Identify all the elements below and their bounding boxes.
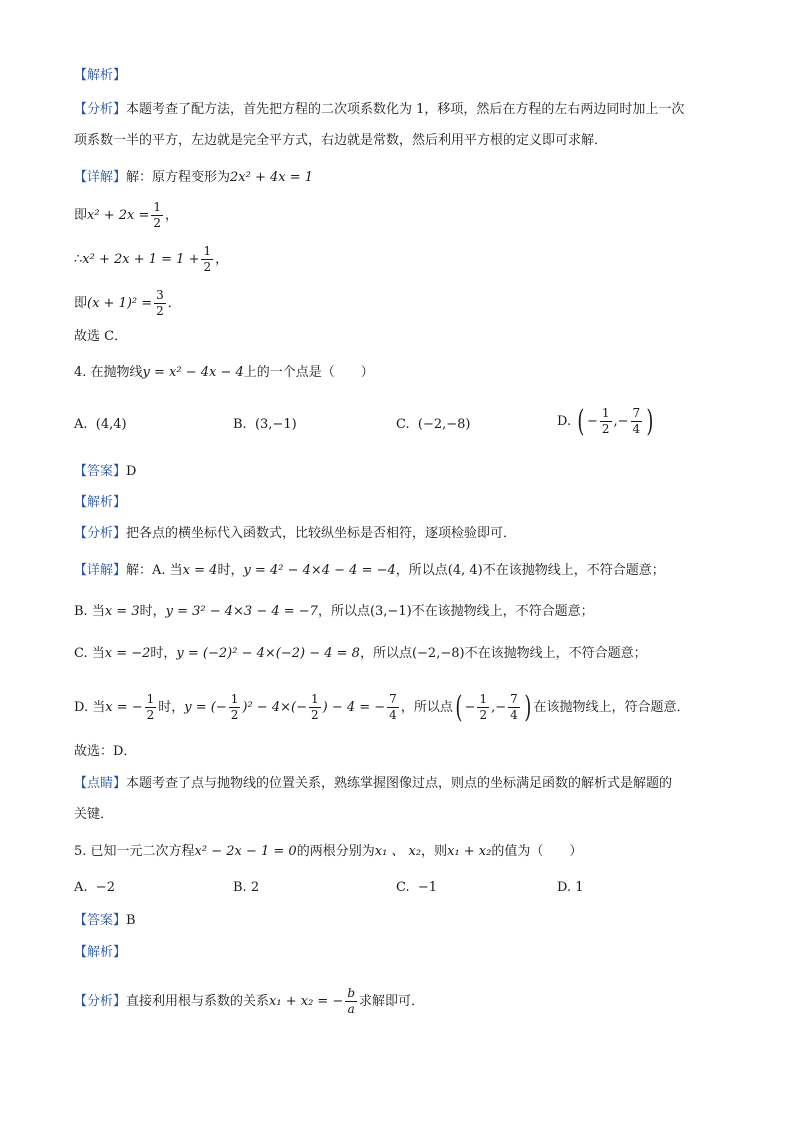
fraction: [201, 244, 213, 275]
answer-tag: 【答案】: [74, 464, 127, 479]
text: ，所以点: [359, 646, 412, 661]
q4-option-c: [396, 415, 471, 435]
text: 时，: [150, 646, 177, 661]
text: D. 当: [74, 700, 106, 715]
text: B. 当: [74, 604, 105, 619]
question-4-stem: [74, 363, 374, 383]
option-letter: C.: [396, 880, 410, 895]
option-value: (−2,−8): [417, 417, 471, 432]
question-5-stem: [74, 842, 582, 862]
fraction-numerator: 1: [153, 200, 161, 214]
text: 不在该抛物线上，不符合题意；: [411, 604, 594, 619]
option-value: −2: [95, 880, 115, 895]
text: 不在该抛物线上，不符合题意；: [464, 646, 647, 661]
equation: y = x² − 4x − 4: [142, 365, 244, 380]
q4-answer: [74, 462, 136, 482]
paren-left: (: [577, 403, 585, 439]
step-1: [74, 200, 178, 231]
fenxi-tag: 【分析】: [74, 994, 127, 1009]
jiexi-heading-2: 【解析】: [74, 495, 127, 510]
text: 解：A. 当: [126, 563, 183, 578]
equation: x₁ 、 x₂: [374, 844, 422, 859]
fraction-denominator: 4: [389, 708, 397, 722]
text: 在该抛物线上，符合题意．: [533, 700, 690, 715]
equation: y = 4² − 4×4 − 4 = −4: [243, 563, 396, 578]
fraction-numerator: 1: [146, 692, 155, 706]
fenxi-paragraph-1: [74, 100, 684, 120]
punctuation: ，: [164, 208, 178, 223]
paren-right: ): [646, 403, 654, 439]
q5-option-d: [557, 878, 584, 898]
step-2: [74, 244, 228, 275]
q5-fenxi: [74, 986, 424, 1017]
stem-prefix: 4. 在抛物线: [74, 365, 143, 380]
fenxi-text-line2: 项系数一半的平方，左边就是完全平方式，右边就是常数，然后利用平方根的定义即可求解．: [74, 133, 608, 148]
equation: )² − 4×(−: [242, 700, 307, 715]
paren-left: (: [455, 689, 463, 725]
equation: x₁ + x₂ = −: [269, 994, 344, 1009]
text: 时，: [217, 563, 244, 578]
point: (3,−1): [369, 604, 412, 619]
fraction: [508, 692, 520, 723]
fenxi-tag: 【分析】: [74, 102, 127, 117]
fraction: [229, 692, 241, 723]
q4-option-a: [74, 415, 127, 435]
paren-right: ): [524, 689, 532, 725]
fenxi-tag: 【分析】: [74, 526, 127, 541]
fraction-denominator: 2: [146, 708, 155, 722]
text: 时，: [158, 700, 185, 715]
fraction-numerator: 7: [510, 692, 518, 706]
fraction: [145, 692, 157, 723]
text: ，所以点: [400, 700, 453, 715]
equation: (x + 1)² =: [87, 296, 153, 311]
jiexi-heading-3: 【解析】: [74, 945, 127, 960]
fraction: [600, 406, 612, 437]
text: 不在该抛物线上，不符合题意；: [482, 563, 665, 578]
option-value: (4,4): [95, 417, 127, 432]
option-value: 1: [575, 880, 584, 895]
step-prefix: 即: [74, 208, 88, 223]
q4-option-d: D. ( − $\frac{1}{2}$ ,− $\frac{7}{4}$ ): [557, 403, 654, 439]
fraction-numerator: 7: [632, 406, 641, 420]
q4-choose: 故选：D．: [74, 744, 137, 759]
xiangjie-tag: 【详解】: [74, 563, 127, 578]
equation: y = 3² − 4×3 − 4 = −7: [165, 604, 318, 619]
answer-value: D: [126, 464, 137, 479]
q4-detail-b: [74, 602, 594, 622]
fraction-numerator: b: [347, 986, 356, 1000]
fraction-denominator: 2: [153, 216, 161, 230]
equation: x = 4: [182, 563, 218, 578]
text: 求解即可．: [359, 994, 425, 1009]
option-value: −1: [417, 880, 438, 895]
xiangjie-paragraph-1: [74, 168, 313, 188]
fraction-numerator: 7: [389, 692, 397, 706]
xiangjie-lead: 解：原方程变形为: [126, 170, 231, 185]
step-prefix: 即: [74, 296, 88, 311]
fraction-numerator: 1: [310, 692, 319, 706]
text: 直接利用根与系数的关系: [126, 994, 270, 1009]
q4-detail-a: [74, 561, 665, 581]
fraction: [309, 692, 321, 723]
option-letter: D.: [557, 880, 572, 895]
step-3: [74, 288, 181, 319]
equation: 2x² + 4x = 1: [230, 170, 314, 185]
punctuation: ，: [215, 252, 229, 267]
fraction: [154, 288, 166, 319]
equation: x² − 2x − 1 = 0: [194, 844, 297, 859]
fraction-denominator: 2: [230, 708, 239, 722]
equation: ) − 4 = −: [322, 700, 386, 715]
q4-option-b: [233, 415, 297, 435]
option-value: 2: [250, 880, 260, 895]
fraction-denominator: 2: [156, 304, 164, 318]
fraction: [631, 406, 643, 437]
fraction-numerator: 1: [601, 406, 610, 420]
option-value: (3,−1): [254, 417, 297, 432]
text: ，则: [421, 844, 448, 859]
fraction: [345, 986, 357, 1017]
option-letter: C.: [396, 417, 410, 432]
fraction-numerator: 1: [479, 692, 488, 706]
q4-detail-c: [74, 644, 647, 664]
answer-tag: 【答案】: [74, 913, 127, 928]
fraction-denominator: 2: [310, 708, 319, 722]
option-letter: A.: [74, 417, 88, 432]
q5-option-a: [74, 878, 115, 898]
step-prefix: ∴: [74, 252, 83, 267]
option-letter: B.: [233, 880, 247, 895]
fraction-numerator: 3: [156, 288, 164, 302]
fraction: [151, 200, 163, 231]
q4-dianjing-line2: 关键．: [74, 807, 114, 822]
q5-answer: [74, 911, 136, 931]
option-letter: B.: [233, 417, 247, 432]
dianjing-text-line1: 本题考查了点与抛物线的位置关系，熟练掌握图像过点，则点的坐标满足函数的解析式是解题的: [126, 776, 673, 791]
text: 的两根分别为: [296, 844, 375, 859]
point: (−2,−8): [411, 646, 465, 661]
text: 时，: [139, 604, 166, 619]
text: ，所以点: [317, 604, 370, 619]
equation: y = (−2)² − 4×(−2) − 4 = 8: [176, 646, 360, 661]
equation: x = 3: [104, 604, 140, 619]
fraction: [477, 692, 489, 723]
fraction: [387, 692, 399, 723]
equation: x = −2: [104, 646, 151, 661]
q4-detail-d: D. 当x = − $\frac{1}{2}$ 时，y = (− $\frac{1}{2}$ )² − 4×(− $\frac{1}{2}$ ) − 4 = − $\frac{7}{4}$ ，所以点( − $\frac{1}{2}$ ,− $\frac{7}{4}$ ) 在该抛物线上，符合题意．: [74, 689, 690, 725]
equation: x² + 2x + 1 = 1 +: [82, 252, 200, 267]
fraction-denominator: 4: [510, 708, 518, 722]
q5-option-c: [396, 878, 437, 898]
option-letter: A.: [74, 880, 88, 895]
equation: y = (−: [184, 700, 227, 715]
q4-dianjing: [74, 774, 672, 794]
equation: x₁ + x₂: [447, 844, 492, 859]
dianjing-tag: 【点睛】: [74, 776, 127, 791]
fenxi-text-line1: 本题考查了配方法，首先把方程的二次项系数化为 1，移项，然后在方程的左右两边同时加上一次: [126, 102, 685, 117]
equation: x = −: [105, 700, 143, 715]
xiangjie-tag: 【详解】: [74, 170, 127, 185]
text: C. 当: [74, 646, 105, 661]
fraction-denominator: 4: [632, 422, 641, 436]
q5-option-b: [233, 878, 259, 898]
choose-line-1: 故选 C．: [74, 329, 128, 344]
fenxi-text: 把各点的横坐标代入函数式，比较纵坐标是否相符，逐项检验即可．: [126, 526, 517, 541]
fraction-denominator: 2: [203, 260, 212, 274]
fraction-numerator: 1: [203, 244, 212, 258]
option-letter: D.: [557, 414, 572, 429]
fraction-denominator: a: [347, 1002, 355, 1016]
fraction-denominator: 2: [601, 422, 610, 436]
jiexi-heading-1: 【解析】: [74, 68, 127, 83]
q4-fenxi: [74, 524, 516, 544]
stem-suffix: 的值为（ ）: [491, 844, 583, 859]
punctuation: ．: [167, 296, 181, 311]
point: (4, 4): [447, 563, 483, 578]
equation: x² + 2x =: [87, 208, 150, 223]
fraction-numerator: 1: [230, 692, 239, 706]
answer-value: B: [126, 913, 136, 928]
fraction-denominator: 2: [479, 708, 488, 722]
stem-suffix: 上的一个点是（ ）: [243, 365, 374, 380]
text: ，所以点: [395, 563, 448, 578]
stem-prefix: 5. 已知一元二次方程: [74, 844, 195, 859]
